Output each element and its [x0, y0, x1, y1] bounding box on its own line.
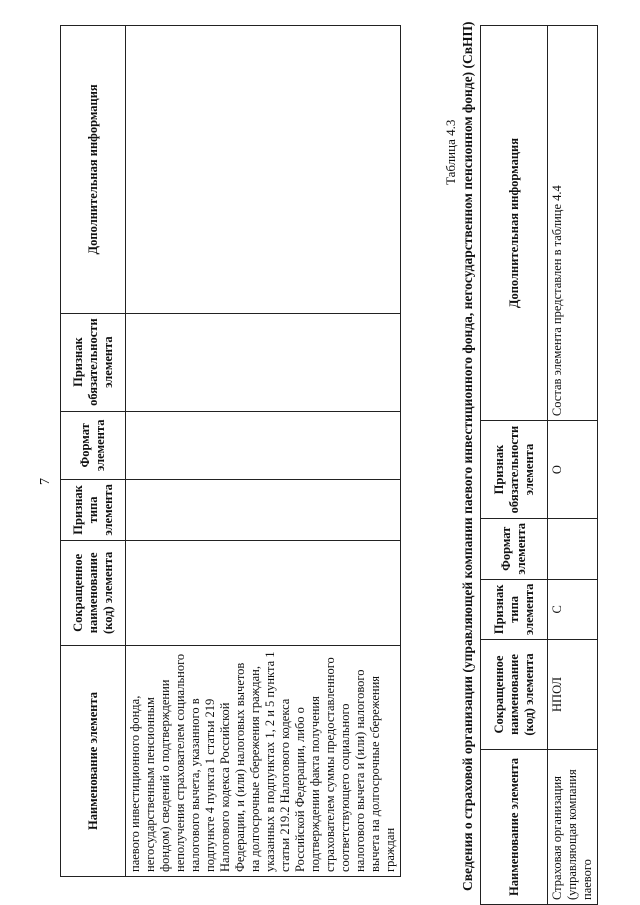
- cell-type: С: [548, 579, 598, 640]
- page-number: 7: [38, 478, 53, 485]
- header-required: Признак обязательности элемента: [61, 313, 126, 411]
- header-format: Формат элемента: [61, 411, 126, 480]
- header-code: Сокращенное наименование (код) элемента: [61, 540, 126, 645]
- cell-info: Состав элемента представлен в таблице 4.4: [548, 26, 598, 421]
- table-header-row: [61, 26, 126, 877]
- cell-info: [126, 26, 401, 314]
- header-code: Сокращенное наименование (код) элемента: [481, 640, 548, 750]
- header-type: Признак типа элемента: [61, 480, 126, 541]
- header-info: Дополнительная информация: [61, 26, 126, 314]
- table-row: [548, 26, 598, 905]
- cell-format: [126, 411, 401, 480]
- header-name: Наименование элемента: [61, 646, 126, 877]
- table-row: [126, 26, 401, 877]
- header-format: Формат элемента: [481, 519, 548, 580]
- cell-format: [548, 519, 598, 580]
- cell-required: О: [548, 421, 598, 519]
- insurer-info-table: [480, 25, 598, 905]
- cell-type: [126, 480, 401, 541]
- header-info: Дополнительная информация: [481, 26, 548, 421]
- section-title: Сведения о страховой организации (управляющей компании паевого инвестиционного фонда, негосударственном пенсионном фонде) (СвНП): [460, 21, 475, 891]
- cell-name: паевого инвестиционного фонда, негосударственным пенсионным фондом) сведений о подтверждении неполучения страхователем социального налогового вычета, указанного в подпункте 4 пункта 1 статьи 219 Налогового кодекса Российской Федерации, и (или) налоговых вычетов на долгосрочные сбережения граждан, указанных в подпунктах 1, 2 и 5 пункта 1 статьи 219.2 Налогового кодекса Российской Федерации, либо о подтверждении факта получения страхователем суммы предоставленного соответствующего социального налогового вычета и (или) налогового вычета на долгосрочные сбережения граждан: [126, 646, 401, 877]
- header-type: Признак типа элемента: [481, 579, 548, 640]
- table-caption: Таблица 4.3: [443, 119, 458, 185]
- elements-table-continued: [60, 25, 401, 877]
- cell-code: [126, 540, 401, 645]
- header-name: Наименование элемента: [481, 749, 548, 904]
- cell-required: [126, 313, 401, 411]
- cell-name: Страховая организация (управляющая компания паевого: [548, 749, 598, 904]
- cell-code: НПОЛ: [548, 640, 598, 750]
- table-header-row: [481, 26, 548, 905]
- header-required: Признак обязательности элемента: [481, 421, 548, 519]
